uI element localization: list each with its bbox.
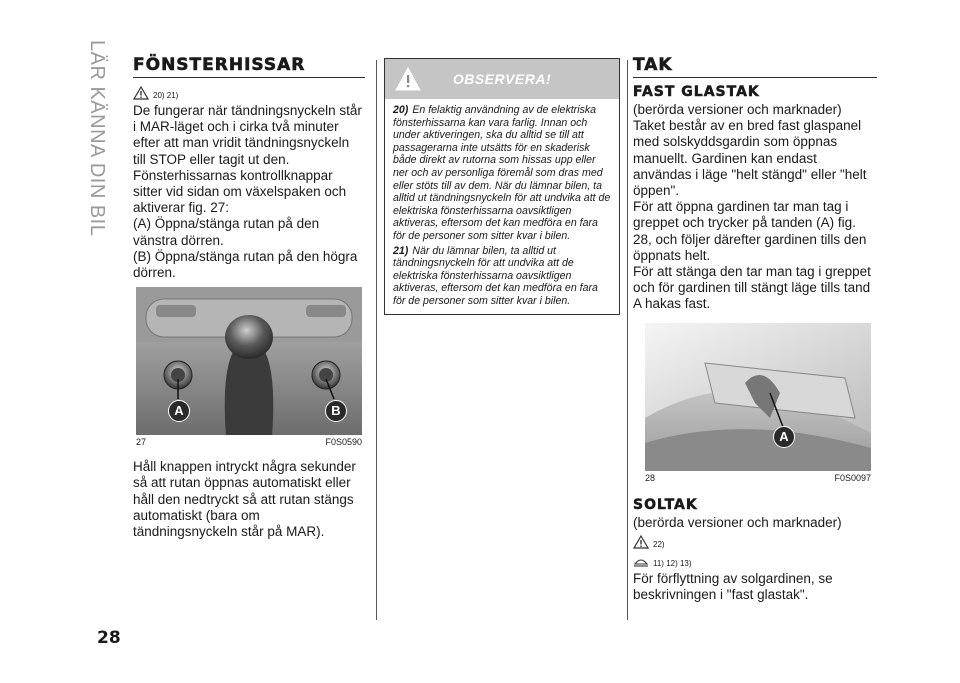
label-a: A: [168, 400, 190, 422]
figure-code: F0S0097: [834, 472, 871, 483]
figure-28: [645, 323, 877, 483]
observera-item: [393, 245, 613, 308]
figure-27: [136, 287, 365, 447]
warning-triangle-icon: [133, 86, 149, 100]
paragraph: (B) Öppna/stänga rutan på den högra dörren.: [133, 248, 358, 281]
figure-caption: [645, 473, 871, 483]
figure-caption: [136, 437, 362, 447]
note-icon: [633, 554, 649, 568]
warning-references: [133, 84, 365, 100]
paragraph: De fungerar när tändningsnyckeln står i MAR-läget och i cirka två minuter efter att man vridit tändningsnyckeln till STOP eller tagit ut den.: [133, 103, 362, 167]
column-power-windows: [133, 55, 365, 540]
item-text: En felaktig användning av de elektriska fönsterhissarna kan vara farlig. Innan och under aktiveringen, ska du alltid se till att passagerarna inte utsätts för en skaderisk både direkt av rutorna som hissas upp eller ner och av personliga föremål som dras med eller stöts till av dem. När du lämnar bilen, ta alltid ut tändningsnyckeln för att undvika att de elektriska fönsterhissarna oavsiktligen aktiveras, eftersom det kan medföra en fara för de personer som sitter kvar i bilen.: [393, 104, 611, 242]
paragraph: (A) Öppna/stänga rutan på den vänstra dörren.: [133, 216, 320, 248]
label-a: A: [773, 426, 795, 448]
item-number: 21): [393, 244, 409, 257]
gear-console-photo: [136, 287, 362, 435]
figure-number: 28: [645, 472, 656, 483]
column-divider: [376, 60, 377, 620]
figure-number: 27: [136, 437, 147, 448]
paragraph-note: (berörda versioner och marknader): [633, 102, 842, 117]
paragraph: För att stänga den tar man tag i greppet och för gardinen till stängt läge tills tand A hakas fast.: [633, 264, 871, 312]
item-number: 20): [393, 104, 409, 116]
column-roof: [633, 55, 877, 603]
paragraph: För förflyttning av solgardinen, se beskrivningen i "fast glastak".: [633, 570, 833, 603]
section-side-tab: [86, 40, 108, 340]
figure-code: F0S0590: [325, 437, 362, 448]
roof-photo: [645, 323, 871, 471]
page-number: 28: [97, 628, 121, 648]
note-references: [633, 552, 877, 568]
paragraph: Fönsterhissarnas kontrollknappar sitter vid sidan om växelspaken och aktiverar fig. 27:: [133, 167, 347, 216]
observera-item: [393, 104, 613, 243]
item-text: När du lämnar bilen, ta alltid ut tändningsnyckeln för att undvika att de elektriska fönsterhissarna oavsiktligen aktiveras, eftersom det kan medföra en fara för de personer som sitter kvar i bilen.: [393, 244, 598, 307]
observera-header: [385, 59, 619, 99]
heading-sunroof: SOLTAK: [633, 496, 698, 513]
warning-refs-text: 20) 21): [153, 91, 179, 100]
note-refs-text: 11) 12) 13): [653, 558, 692, 568]
section-side-tab-text: LÄR KÄNNA DIN BIL: [86, 40, 108, 237]
warning-refs-text: 22): [653, 539, 665, 549]
column-divider: [627, 60, 628, 620]
warning-triangle-icon: [633, 535, 649, 549]
paragraph: Taket består av en bred fast glaspanel med solskyddsgardin som öppnas manuellt. Gardinen kan endast användas i läge "helt stängd" eller "helt öppen".: [633, 118, 867, 199]
observera-box: [384, 58, 620, 315]
label-b: B: [325, 400, 347, 422]
heading-roof: TAK: [633, 55, 877, 78]
warning-triangle-icon: [395, 67, 421, 91]
column-observera: [384, 58, 620, 315]
observera-title: OBSERVERA!: [452, 71, 552, 87]
paragraph: För att öppna gardinen tar man tag i greppet och trycker på tanden (A) fig. 28, och följer därefter gardinen tills den öppnats helt.: [633, 199, 867, 263]
heading-fixed-glass-roof: FAST GLASTAK: [633, 84, 760, 100]
paragraph-note: (berörda versioner och marknader): [633, 514, 842, 530]
paragraph: Håll knappen intryckt några sekunder så att rutan öppnas automatiskt eller håll den nedtryckt så att rutan stängs automatiskt (bara om tändningsnyckeln står på MAR).: [133, 459, 356, 540]
heading-power-windows: FÖNSTERHISSAR: [133, 55, 365, 78]
warning-references: [633, 533, 877, 549]
observera-content: [385, 99, 619, 314]
